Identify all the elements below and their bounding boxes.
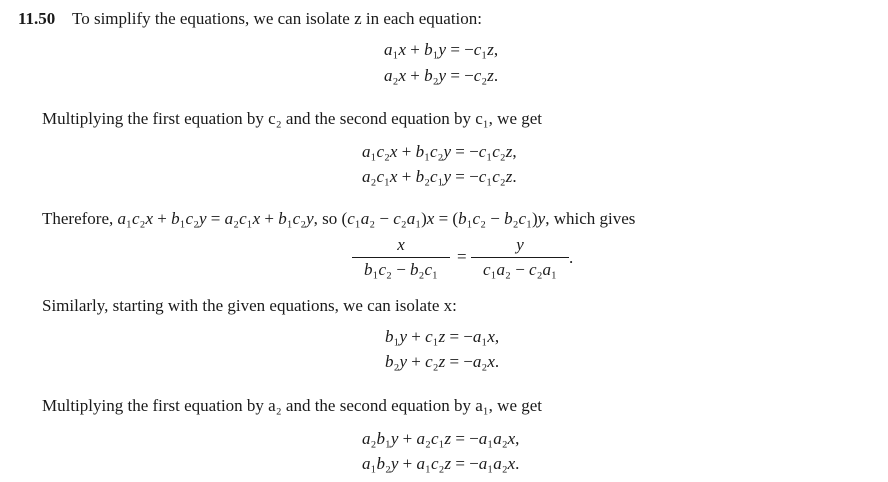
- so-word: so: [322, 209, 338, 228]
- fraction-right: [471, 235, 569, 280]
- fraction-left: [352, 235, 450, 280]
- equation-5: b₁y + c₁z = −a₁x,: [385, 327, 500, 346]
- fraction-right-numerator: y: [516, 235, 524, 254]
- problem-number: 11.50: [18, 9, 56, 28]
- equation-6: b₂y + c₂z = −a₂x.: [385, 352, 500, 371]
- paragraph-multiply-a: Multiplying the first equation by a₂ and the second equation by a₁, we get: [42, 396, 543, 415]
- fraction-left-numerator: x: [397, 235, 405, 254]
- fraction-right-denominator: c₁a₂ − c₂a₁: [483, 260, 557, 279]
- therefore-line: [42, 209, 635, 229]
- fraction-period: .: [569, 248, 574, 267]
- paragraph-multiply-c: Multiplying the first equation by c₂ and the second equation by c₁, we get: [42, 109, 543, 128]
- fraction-equals: =: [457, 247, 467, 266]
- equation-7: a₂b₁y + a₂c₁z = −a₁a₂x,: [362, 429, 520, 448]
- equation-4: a₂c₁x + b₂c₁y = −c₁c₂z.: [362, 167, 517, 186]
- therefore-word: Therefore,: [42, 209, 114, 228]
- equation-3: a₁c₂x + b₁c₂y = −c₁c₂z,: [362, 142, 517, 161]
- paragraph-isolate-x: Similarly, starting with the given equations, we can isolate x:: [42, 296, 457, 315]
- which-gives-text: which gives: [553, 209, 636, 228]
- fraction-left-denominator: b₁c₂ − b₂c₁: [364, 260, 438, 279]
- equation-2: a₂x + b₂y = −c₂z.: [384, 66, 499, 85]
- inline-equation-2: (c₁a₂ − c₂a₁)x = (b₁c₂ − b₂c₁)y,: [341, 209, 550, 228]
- equation-8: a₁b₂y + a₁c₂z = −a₁a₂x.: [362, 454, 520, 473]
- intro-text: To simplify the equations, we can isolate z in each equation:: [72, 9, 482, 28]
- inline-equation-1: a₁c₂x + b₁c₂y = a₂c₁x + b₁c₂y,: [117, 209, 318, 228]
- equation-1: a₁x + b₁y = −c₁z,: [384, 40, 499, 59]
